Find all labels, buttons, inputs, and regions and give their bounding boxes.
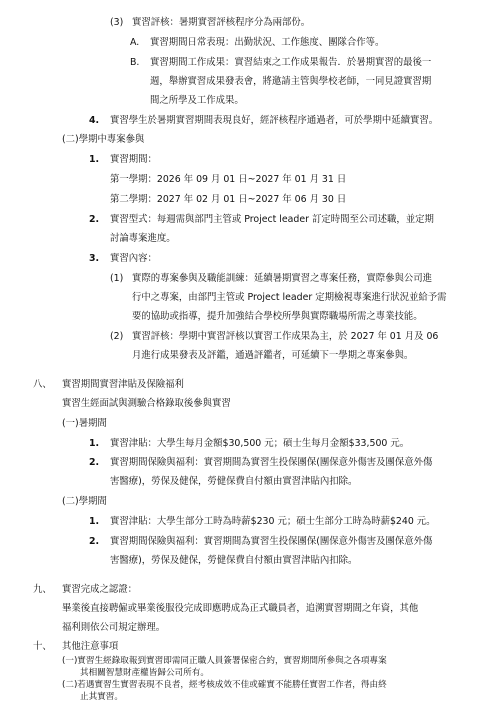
p2-3-sub-2-line-1: 實習評核：學期中實習評核以實習工作成果為主，於 2027 年 01 月及 06: [132, 331, 439, 342]
part-2-title: (二)學期中專案參與: [62, 134, 145, 145]
eval-title: 實習評核：暑期實習評核程序分為兩部份。: [132, 17, 311, 28]
p2-3-sub-2-line-2: 月進行成果發表及評鑑，通過評鑑者，可延續下一學期之專案參與。: [132, 350, 414, 361]
s8-b2-line-2: 害醫療)，勞保及健保，勞健保費自付額由實習津貼內扣除。: [110, 555, 358, 566]
item-4-text: 實習學生於暑期實習期間表現良好，經評核程序通過者，可於學期中延續實習。: [110, 115, 439, 126]
section-9-title: 實習完成之認證：: [62, 584, 138, 595]
s8-a2-line-2: 害醫療)，勞保及健保，勞健保費自付額由實習津貼內扣除。: [110, 476, 358, 487]
s10-item-2-line-1: (二)若遇實習生實習表現不良者，經考核成效不佳或確實不能勝任實習工作者，得由終: [62, 680, 387, 690]
p2-item-3-title: 實習內容：: [110, 253, 157, 264]
section-9-number: 九、: [33, 584, 52, 595]
eval-b-label: B.: [130, 57, 140, 68]
eval-b-line-3: 間之所學及工作成果。: [150, 95, 244, 106]
p2-item-2-line-1: 實習型式：每週需與部門主管或 Project leader 訂定時間至公司述職，並定期: [110, 214, 434, 225]
p2-term-2: 第二學期：2027 年 02 月 01 日~2027 年 06 月 30 日: [110, 194, 347, 205]
p2-3-sub-1-number: (1): [110, 273, 124, 284]
p2-3-sub-1-line-1: 實際的專案參與及職能訓練：延續暑期實習之專案任務，實際參與公司進: [132, 273, 433, 284]
section-8-title: 實習期間實習津貼及保險福利: [62, 379, 184, 390]
item-4-number: 4.: [89, 115, 100, 126]
p2-3-sub-1-line-3: 要的協助或指導，提升加強結合學校所學與實際職場所需之專業技能。: [132, 311, 423, 322]
eval-a-label: A.: [130, 37, 140, 48]
s10-item-2-line-2: 止其實習。: [80, 692, 123, 702]
p2-item-2-number: 2.: [89, 214, 100, 225]
s8-a1-number: 1.: [89, 438, 100, 449]
eval-a-text: 實習期間日常表現：出勤狀況、工作態度、團隊合作等。: [150, 37, 385, 48]
s8-a2-number: 2.: [89, 457, 100, 468]
section-8-part-1-title: (一)暑期間: [62, 418, 107, 429]
p2-item-3-number: 3.: [89, 253, 100, 264]
eval-b-line-1: 實習期間工作成果：實習結束之工作成果報告．於暑期實習的最後一: [150, 57, 432, 68]
section-8-part-2-title: (二)學期間: [62, 496, 107, 507]
s8-b1-number: 1.: [89, 516, 100, 527]
s8-a1-text: 實習津貼：大學生每月金額$30,500 元；碩士生每月金額$33,500 元。: [110, 438, 410, 449]
section-8-number: 八、: [33, 379, 52, 390]
eval-b-line-2: 週，舉辦實習成果發表會，將邀請主管與學校老師，一同見證實習期: [150, 76, 432, 87]
p2-item-2-line-2: 討論專案進度。: [110, 233, 176, 244]
p2-item-1-title: 實習期間：: [110, 154, 157, 165]
eval-number: (3): [110, 17, 124, 28]
p2-item-1-number: 1.: [89, 154, 100, 165]
s8-b1-text: 實習津貼：大學生部分工時為時薪$230 元；碩士生部分工時為時薪$240 元。: [110, 516, 436, 527]
s8-b2-number: 2.: [89, 536, 100, 547]
section-10-title: 其他注意事項: [62, 641, 119, 652]
s8-a2-line-1: 實習期間保險與福利：實習期間為實習生投保團保(團保意外傷害及團保意外傷: [110, 457, 433, 468]
s10-item-1-line-1: (一)實習生經錄取報到實習即需同正職人員簽署保密合約，實習期間所參與之各項專案: [62, 656, 387, 666]
p2-3-sub-2-number: (2): [110, 331, 124, 342]
s10-item-1-line-2: 其相關智慧財產權皆歸公司所有。: [80, 668, 209, 678]
s8-b2-line-1: 實習期間保險與福利：實習期間為實習生投保團保(團保意外傷害及團保意外傷: [110, 536, 433, 547]
section-10-number: 十、: [33, 641, 52, 652]
section-9-line-2: 福利則依公司規定辦理。: [62, 622, 166, 633]
section-9-line-1: 畢業後直接聘僱或畢業後服役完成即應聘成為正式職員者，追溯實習期間之年資，其他: [62, 603, 419, 614]
p2-term-1: 第一學期：2026 年 09 月 01 日~2027 年 01 月 31 日: [110, 174, 347, 185]
section-8-intro: 實習生經面試與測驗合格錄取後參與實習: [62, 398, 231, 409]
p2-3-sub-1-line-2: 行中之專案，由部門主管或 Project leader 定期檢視專案進行狀況並給予需: [132, 292, 447, 303]
